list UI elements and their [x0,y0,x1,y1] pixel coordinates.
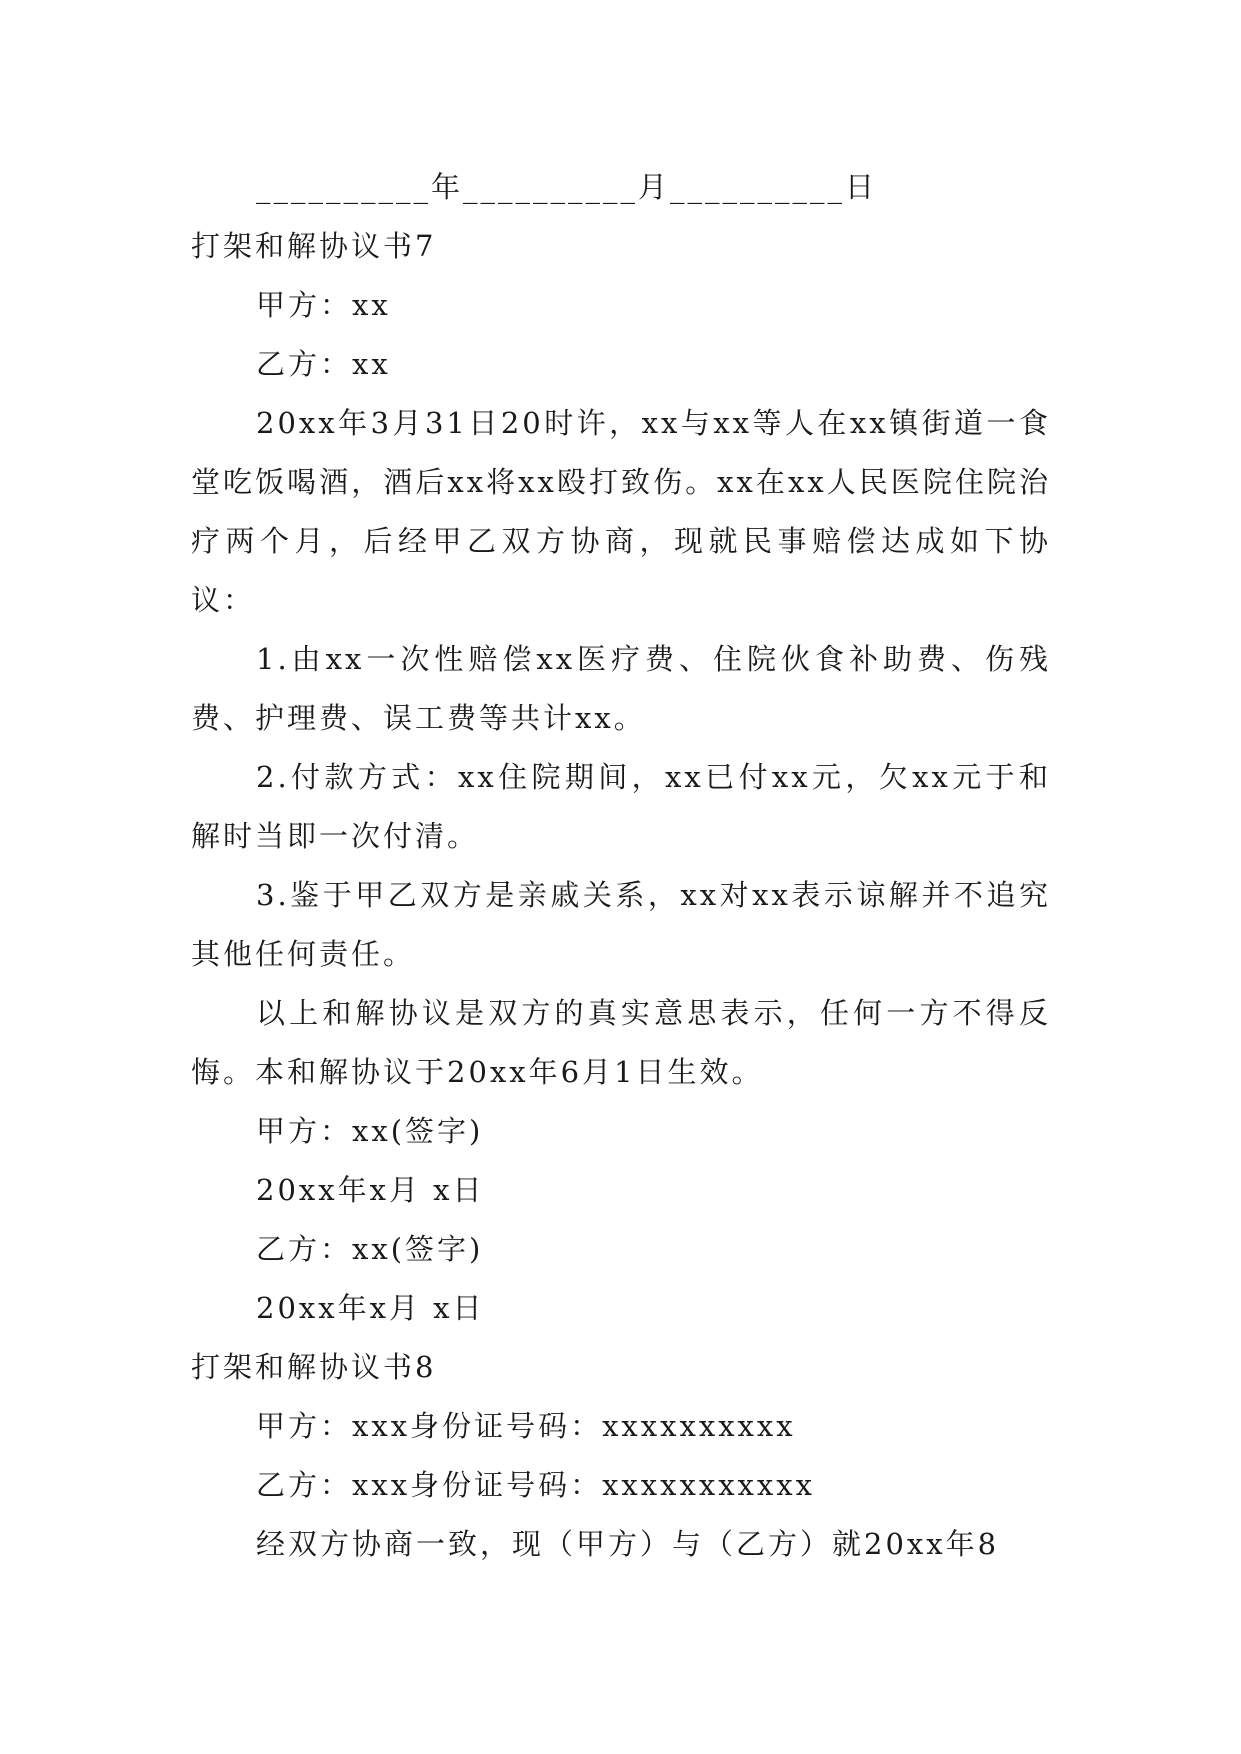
paragraph-text: 以上和解协议是双方的真实意思表示，任何一方不得反悔。本和解协议于20xx年6月1日生效。 [191,996,1051,1089]
paragraph-agreement-intro [191,1515,1051,1574]
paragraph-text: 2.付款方式：xx住院期间，xx已付xx元，欠xx元于和解时当即一次付清。 [191,760,1051,853]
party-a-id-line: 甲方：xxx身份证号码：xxxxxxxxxx [256,1409,796,1443]
paragraph-text: 1.由xx一次性赔偿xx医疗费、住院伙食补助费、伤残费、护理费、误工费等共计xx。 [191,642,1051,735]
top-date-line: __________年__________月__________日 [256,170,878,204]
section-title-8: 打架和解协议书8 [191,1350,437,1384]
party-b-line: 乙方：xx [256,347,391,381]
paragraph-clause-2 [191,748,1051,866]
paragraph-text: 3.鉴于甲乙双方是亲戚关系，xx对xx表示谅解并不追究其他任何责任。 [191,878,1051,971]
paragraph-text: 经双方协商一致，现（甲方）与（乙方）就20xx年8 [256,1527,1000,1561]
paragraph-clause-1 [191,630,1051,748]
signature-party-b: 乙方：xx(签字) [256,1232,484,1266]
paragraph-effective [191,984,1051,1102]
signature-date-a: 20xx年x月 x日 [256,1173,485,1207]
section-title-7: 打架和解协议书7 [191,229,437,263]
party-b-id-line: 乙方：xxx身份证号码：xxxxxxxxxxx [256,1468,815,1502]
document-body [191,158,1051,1574]
signature-party-a: 甲方：xx(签字) [256,1114,484,1148]
paragraph-text: 20xx年3月31日20时许，xx与xx等人在xx镇街道一食堂吃饭喝酒，酒后xx将xx殴打致伤。xx在xx人民医院住院治疗两个月，后经甲乙双方协商，现就民事赔偿达成如下协议： [191,406,1051,617]
paragraph-clause-3 [191,866,1051,984]
paragraph-incident [191,394,1051,630]
signature-date-b: 20xx年x月 x日 [256,1291,485,1325]
party-a-line: 甲方：xx [256,288,391,322]
